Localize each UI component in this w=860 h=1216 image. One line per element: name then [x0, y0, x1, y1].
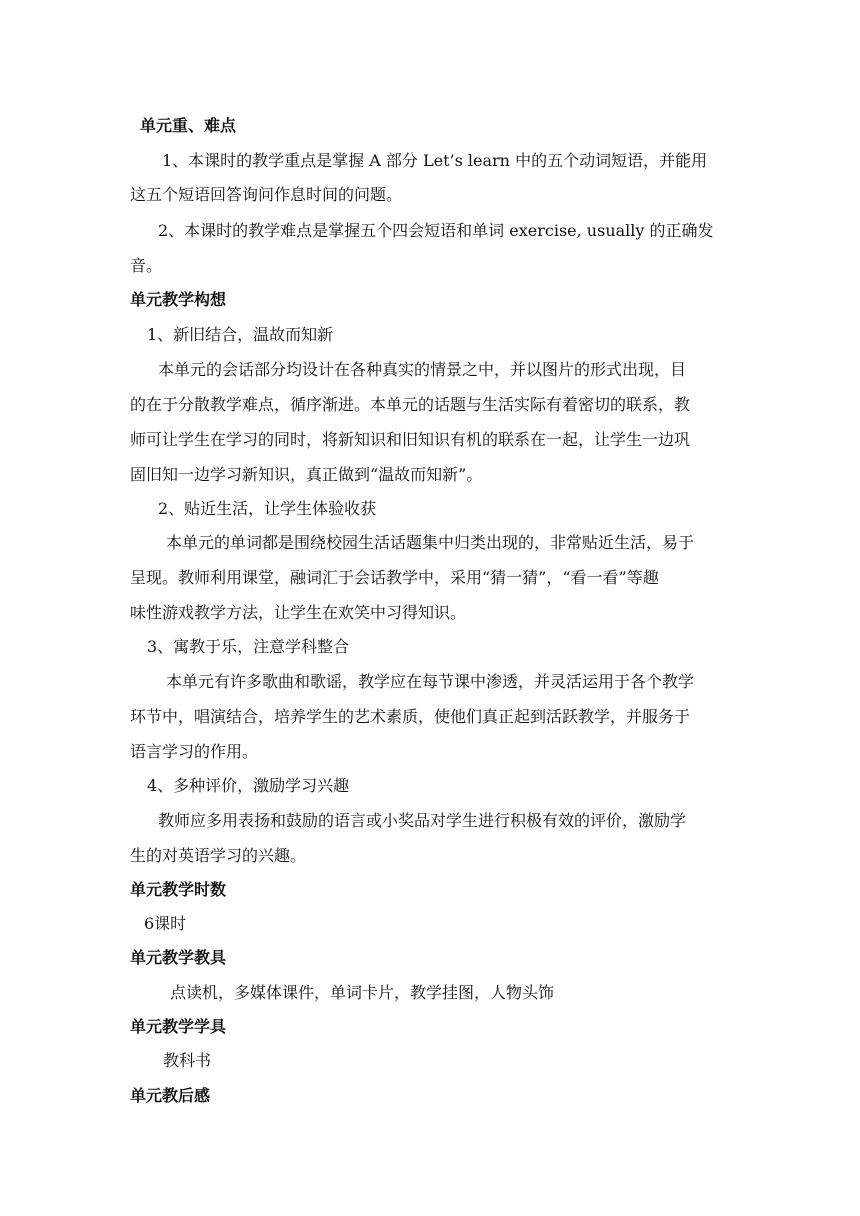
- teaching-aids-value: 点读机，多媒体课件，单词卡片，教学挂图，人物头饰: [170, 983, 555, 1002]
- section-heading-learning-aids: 单元教学学具: [130, 1017, 227, 1036]
- design-item-4-title: 4、多种评价，激励学习兴趣: [147, 776, 350, 795]
- design-item-1-line: 师可让学生在学习的同时，将新知识和旧知识有机的联系在一起，让学生一边巩: [130, 430, 691, 449]
- design-item-3-title: 3、寓教于乐，注意学科整合: [147, 637, 350, 656]
- hours-value: 6课时: [144, 914, 187, 933]
- design-item-3-line: 本单元有许多歌曲和歌谣，教学应在每节课中渗透，并灵活运用于各个教学: [166, 672, 695, 691]
- learning-aids-value: 教科书: [163, 1051, 212, 1070]
- design-item-3-line: 语言学习的作用。: [130, 742, 259, 761]
- design-item-1-line: 本单元的会话部分均设计在各种真实的情景之中，并以图片的形式出现，目: [158, 360, 687, 379]
- design-item-2-title: 2、贴近生活，让学生体验收获: [158, 499, 377, 518]
- section-heading-reflection: 单元教后感: [130, 1086, 211, 1105]
- key-point-1-line-1: 1、本课时的教学重点是掌握 A 部分 Let’s learn 中的五个动词短语，并能用: [162, 151, 708, 170]
- section-heading-hours: 单元教学时数: [130, 880, 227, 899]
- section-heading-key-points: 单元重、难点: [140, 116, 237, 135]
- design-item-1-line: 固旧知一边学习新知识，真正做到“温故而知新”。: [130, 465, 483, 484]
- key-point-1-line-2: 这五个短语回答询问作息时间的问题。: [130, 185, 403, 204]
- section-heading-teaching-design: 单元教学构想: [130, 290, 227, 309]
- design-item-1-title: 1、新旧结合，温故而知新: [147, 325, 334, 344]
- design-item-2-line: 本单元的单词都是围绕校园生活话题集中归类出现的，非常贴近生活，易于: [166, 533, 695, 552]
- design-item-4-line: 生的对英语学习的兴趣。: [130, 846, 307, 865]
- section-heading-teaching-aids: 单元教学教具: [130, 948, 227, 967]
- design-item-2-line: 味性游戏教学方法，让学生在欢笑中习得知识。: [130, 603, 467, 622]
- key-point-2-line-1: 2、本课时的教学难点是掌握五个四会短语和单词 exercise, usually 的正确发: [158, 221, 714, 240]
- design-item-1-line: 的在于分散教学难点，循序渐进。本单元的话题与生活实际有着密切的联系，教: [130, 395, 691, 414]
- design-item-4-line: 教师应多用表扬和鼓励的语言或小奖品对学生进行积极有效的评价，激励学: [158, 811, 687, 830]
- design-item-3-line: 环节中，唱演结合，培养学生的艺术素质，使他们真正起到活跃教学，并服务于: [130, 707, 691, 726]
- key-point-2-line-2: 音。: [130, 256, 163, 275]
- design-item-2-line: 呈现。教师利用课堂，融词汇于会话教学中，采用“猜一猜”，“看一看”等趣: [130, 568, 659, 587]
